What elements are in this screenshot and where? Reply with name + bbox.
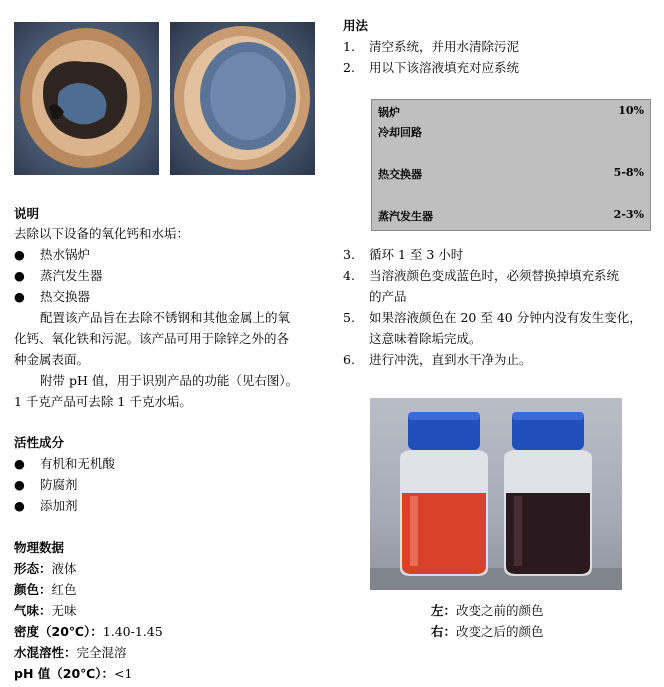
concentration-table — [371, 99, 651, 231]
caption-left: 左：改变之前的颜色 — [431, 603, 544, 618]
table-row: 锅炉 10% — [378, 104, 644, 119]
step-item-continuation: 的产品 — [369, 289, 407, 304]
step-item: 2. 用以下该溶液填充对应系统 — [343, 60, 520, 75]
physical-data-row: 密度（20℃）：1.40-1.45 — [14, 624, 163, 639]
table-row: 蒸汽发生器 2-3% — [378, 208, 644, 223]
description-heading: 说明 — [14, 206, 40, 221]
physical-data-row: 颜色：红色 — [14, 582, 77, 597]
table-row: 热交换器 5-8% — [378, 166, 644, 181]
caption-right: 右：改变之后的颜色 — [431, 624, 544, 639]
paragraph-line: 配置该产品旨在去除不锈钢和其他金属上的氧 — [40, 310, 291, 325]
active-ingredients-heading: 活性成分 — [14, 435, 65, 450]
step-item: 1. 清空系统，并用水清除污泥 — [343, 39, 520, 54]
vials-photo — [370, 398, 622, 590]
step-item-continuation: 这意味着除垢完成。 — [369, 331, 482, 346]
paragraph-line: 1 千克产品可去除 1 千克水垢。 — [14, 394, 192, 409]
paragraph-line: 种金属表面。 — [14, 352, 90, 367]
physical-data-heading: 物理数据 — [14, 540, 65, 555]
paragraph-line: 附带 pH 值，用于识别产品的功能（见右图）。 — [40, 373, 299, 388]
step-item: 5. 如果溶液颜色在 20 至 40 分钟内没有发生变化， — [343, 310, 642, 325]
table-row: 冷却回路 — [378, 126, 422, 139]
usage-heading: 用法 — [343, 18, 369, 33]
physical-data-row: 水混溶性：完全混溶 — [14, 645, 127, 660]
description-intro: 去除以下设备的氧化钙和水垢： — [14, 226, 190, 241]
step-item: 3. 循环 1 至 3 小时 — [343, 247, 464, 262]
step-item: 4. 当溶液颜色变成蓝色时，必须替换掉填充系统 — [343, 268, 620, 283]
physical-data-row: 形态：液体 — [14, 561, 77, 576]
physical-data-row: 气味：无味 — [14, 603, 77, 618]
step-item: 6. 进行冲洗，直到水干净为止。 — [343, 352, 532, 367]
clean-pipe-photo — [170, 22, 315, 175]
physical-data-row: pH 值（20℃）：<1 — [14, 666, 133, 681]
paragraph-line: 化钙、氧化铁和污泥。该产品可用于除锌之外的各 — [14, 331, 290, 346]
corroded-pipe-photo — [14, 22, 159, 175]
